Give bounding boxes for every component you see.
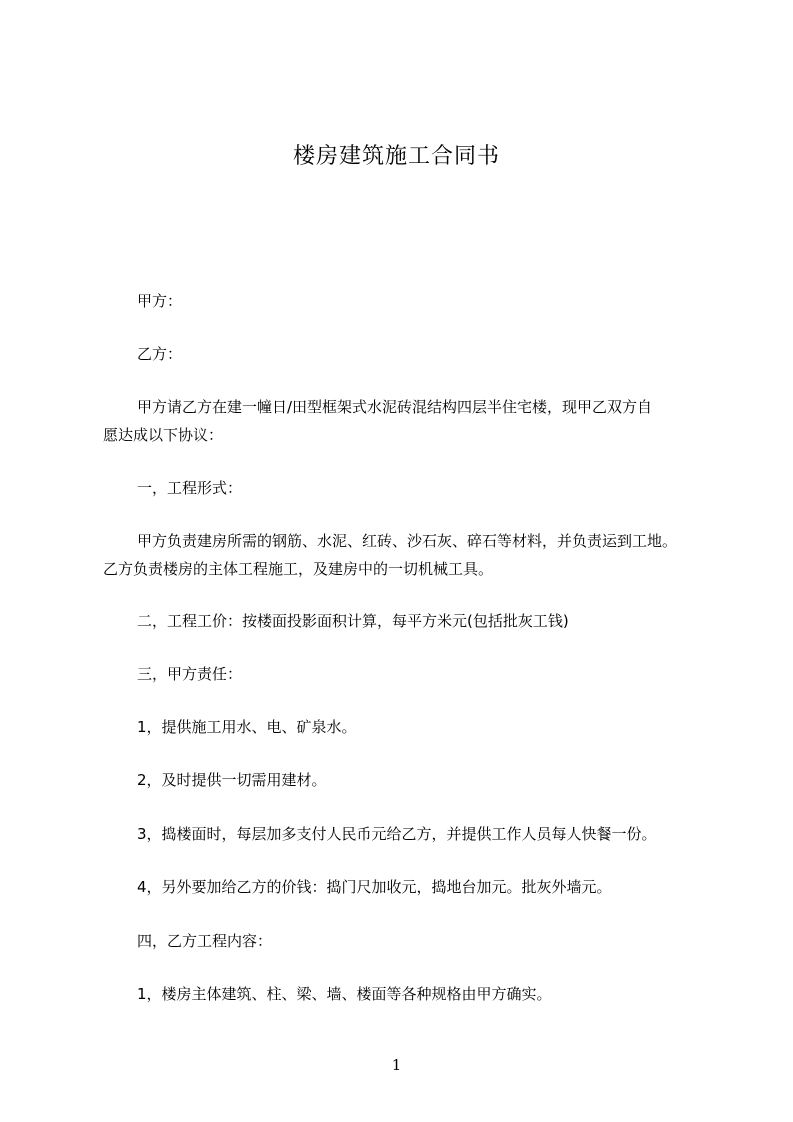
section-1-paragraph-line-2: 乙方负责楼房的主体工程施工，及建房中的一切机械工具。 bbox=[103, 560, 494, 578]
list-item: 1，提供施工用水、电、矿泉水。 bbox=[137, 718, 357, 736]
section-heading-3: 三，甲方责任： bbox=[137, 665, 243, 683]
list-item: 3，捣楼面时，每层加多支付人民币元给乙方，并提供工作人员每人快餐一份。 bbox=[137, 825, 657, 843]
party-a-line: 甲方： bbox=[137, 292, 183, 310]
list-item: 2，及时提供一切需用建材。 bbox=[137, 771, 327, 789]
section-1-paragraph-line-1: 甲方负责建房所需的钢筋、水泥、红砖、沙石灰、碎石等材料，并负责运到工地。 bbox=[137, 532, 678, 550]
intro-paragraph-line-2: 愿达成以下协议： bbox=[103, 426, 224, 444]
section-heading-2: 二，工程工价：按楼面投影面积计算，每平方米元(包括批灰工钱) bbox=[137, 612, 569, 630]
list-item: 4，另外要加给乙方的价钱：捣门尺加收元，捣地台加元。批灰外墙元。 bbox=[137, 878, 612, 896]
document-title: 楼房建筑施工合同书 bbox=[292, 144, 500, 169]
list-item: 1，楼房主体建筑、柱、梁、墙、楼面等各种规格由甲方确实。 bbox=[137, 985, 552, 1003]
party-b-line: 乙方： bbox=[137, 345, 183, 363]
section-heading-1: 一，工程形式： bbox=[137, 479, 243, 497]
section-heading-4: 四，乙方工程内容： bbox=[137, 932, 273, 950]
page-number: 1 bbox=[391, 1056, 402, 1074]
intro-paragraph-line-1: 甲方请乙方在建一幢日/田型框架式水泥砖混结构四层半住宅楼，现甲乙双方自 bbox=[137, 398, 653, 416]
